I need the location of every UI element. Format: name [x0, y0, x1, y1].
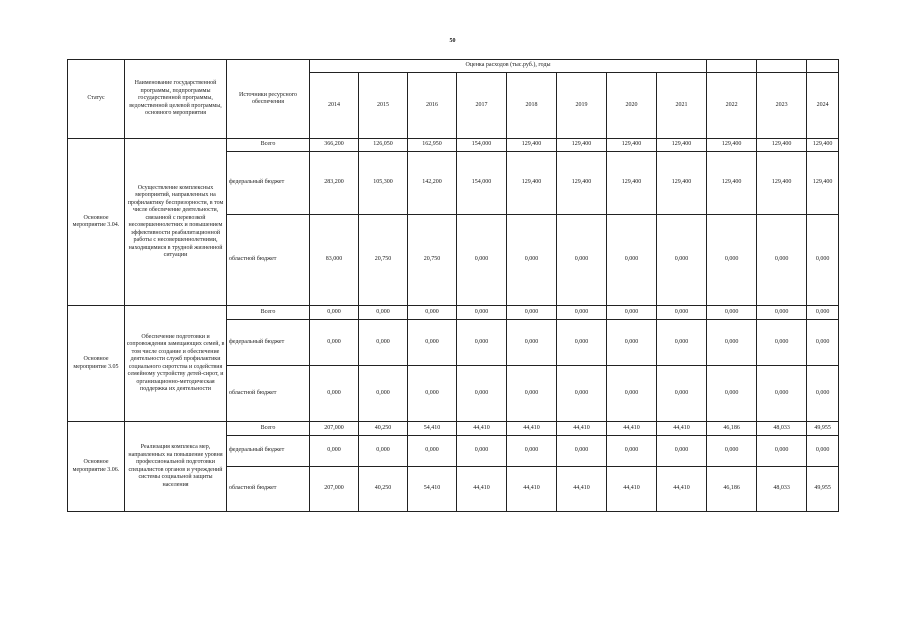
value-cell: 129,400 — [807, 139, 839, 152]
value-cell: 46,186 — [707, 467, 757, 512]
table-row — [68, 139, 839, 152]
row-name: Осуществление комплексных мероприятий, направленных на профилактику беспризорности, в том числе обеспечение деятельности, связанной с перевозкой несовершеннолетних и повышением эффективности реабилитационной работы с несовершеннолетними, находящимися в трудной жизненной ситуации — [125, 139, 227, 306]
value-cell: 129,400 — [557, 139, 607, 152]
value-cell: 0,000 — [807, 436, 839, 467]
value-cell: 20,750 — [408, 215, 457, 306]
value-cell: 0,000 — [557, 436, 607, 467]
value-cell: 44,410 — [457, 467, 507, 512]
value-cell: 0,000 — [607, 436, 657, 467]
row-name: Обеспечение подготовки и сопровождения замещающих семей, в том числе создание и обеспечение деятельности служб профилактики социального сиротства и содействия семейному устройству детей-сирот, и организационно-методическая поддержка их деятельности — [125, 306, 227, 422]
value-cell: 0,000 — [457, 320, 507, 366]
value-cell: 154,000 — [457, 139, 507, 152]
value-cell: 207,000 — [310, 422, 359, 436]
header-year-2016: 2016 — [408, 73, 457, 139]
value-cell: 0,000 — [657, 306, 707, 320]
value-cell: 44,410 — [557, 467, 607, 512]
row-source: федеральный бюджет — [227, 320, 310, 366]
value-cell: 0,000 — [707, 306, 757, 320]
value-cell: 0,000 — [408, 366, 457, 422]
value-cell: 129,400 — [607, 152, 657, 215]
value-cell: 0,000 — [359, 320, 408, 366]
value-cell: 44,410 — [557, 422, 607, 436]
value-cell: 0,000 — [757, 215, 807, 306]
value-cell: 129,400 — [507, 139, 557, 152]
value-cell: 0,000 — [557, 320, 607, 366]
header-year-2021: 2021 — [657, 73, 707, 139]
value-cell: 40,250 — [359, 467, 408, 512]
value-cell: 44,410 — [607, 467, 657, 512]
row-source: Всего — [227, 306, 310, 320]
header-empty-cell — [707, 60, 757, 73]
value-cell: 83,000 — [310, 215, 359, 306]
value-cell: 0,000 — [707, 215, 757, 306]
value-cell: 0,000 — [507, 320, 557, 366]
value-cell: 129,400 — [557, 152, 607, 215]
value-cell: 44,410 — [657, 467, 707, 512]
value-cell: 48,033 — [757, 422, 807, 436]
value-cell: 0,000 — [507, 366, 557, 422]
value-cell: 129,400 — [507, 152, 557, 215]
page-number: 50 — [449, 38, 456, 44]
value-cell: 49,955 — [807, 467, 839, 512]
value-cell: 0,000 — [807, 306, 839, 320]
row-status: Основное мероприятие 3.05 — [68, 306, 125, 422]
row-source: областной бюджет — [227, 366, 310, 422]
value-cell: 0,000 — [657, 436, 707, 467]
header-year-2024: 2024 — [807, 73, 839, 139]
header-name: Наименование государственной программы, подпрограммы государственной программы, ведомственной целевой программы, основного мероприятия — [125, 60, 227, 139]
value-cell: 0,000 — [507, 436, 557, 467]
value-cell: 0,000 — [457, 306, 507, 320]
row-source: Всего — [227, 139, 310, 152]
value-cell: 46,186 — [707, 422, 757, 436]
row-source: федеральный бюджет — [227, 436, 310, 467]
value-cell: 129,400 — [657, 139, 707, 152]
header-year-2015: 2015 — [359, 73, 408, 139]
value-cell: 129,400 — [657, 152, 707, 215]
value-cell: 0,000 — [657, 320, 707, 366]
value-cell: 0,000 — [607, 215, 657, 306]
value-cell: 0,000 — [707, 436, 757, 467]
value-cell: 0,000 — [757, 366, 807, 422]
header-empty-cell — [757, 60, 807, 73]
value-cell: 0,000 — [657, 366, 707, 422]
value-cell: 0,000 — [607, 366, 657, 422]
value-cell: 129,400 — [757, 152, 807, 215]
value-cell: 142,200 — [408, 152, 457, 215]
value-cell: 0,000 — [359, 436, 408, 467]
value-cell: 154,000 — [457, 152, 507, 215]
value-cell: 129,400 — [707, 139, 757, 152]
value-cell: 48,033 — [757, 467, 807, 512]
value-cell: 0,000 — [757, 436, 807, 467]
row-status: Основное мероприятие 3.04. — [68, 139, 125, 306]
value-cell: 0,000 — [707, 320, 757, 366]
value-cell: 0,000 — [408, 436, 457, 467]
value-cell: 0,000 — [657, 215, 707, 306]
header-year-2019: 2019 — [557, 73, 607, 139]
value-cell: 0,000 — [457, 436, 507, 467]
header-year-2022: 2022 — [707, 73, 757, 139]
value-cell: 283,200 — [310, 152, 359, 215]
header-year-2017: 2017 — [457, 73, 507, 139]
value-cell: 207,000 — [310, 467, 359, 512]
value-cell: 44,410 — [457, 422, 507, 436]
value-cell: 0,000 — [507, 215, 557, 306]
value-cell: 0,000 — [359, 366, 408, 422]
value-cell: 49,955 — [807, 422, 839, 436]
value-cell: 0,000 — [807, 366, 839, 422]
value-cell: 44,410 — [507, 422, 557, 436]
header-year-2014: 2014 — [310, 73, 359, 139]
value-cell: 0,000 — [310, 436, 359, 467]
row-source: Всего — [227, 422, 310, 436]
value-cell: 40,250 — [359, 422, 408, 436]
header-year-2020: 2020 — [607, 73, 657, 139]
value-cell: 0,000 — [757, 306, 807, 320]
table-row — [68, 422, 839, 436]
value-cell: 129,400 — [757, 139, 807, 152]
row-name: Реализация комплекса мер, направленных на повышение уровня профессиональной подготовки специалистов органов и учреждений системы социальной защиты населения — [125, 422, 227, 512]
row-source: областной бюджет — [227, 467, 310, 512]
row-status: Основное мероприятие 3.06. — [68, 422, 125, 512]
value-cell: 0,000 — [707, 366, 757, 422]
row-source: областной бюджет — [227, 215, 310, 306]
value-cell: 129,400 — [707, 152, 757, 215]
value-cell: 366,200 — [310, 139, 359, 152]
value-cell: 44,410 — [657, 422, 707, 436]
resource-table — [67, 59, 839, 512]
header-status: Статус — [68, 60, 125, 139]
value-cell: 0,000 — [507, 306, 557, 320]
value-cell: 0,000 — [607, 320, 657, 366]
value-cell: 0,000 — [310, 306, 359, 320]
value-cell: 0,000 — [457, 366, 507, 422]
value-cell: 0,000 — [557, 215, 607, 306]
value-cell: 20,750 — [359, 215, 408, 306]
value-cell: 0,000 — [408, 306, 457, 320]
value-cell: 0,000 — [310, 366, 359, 422]
value-cell: 0,000 — [310, 320, 359, 366]
value-cell: 105,300 — [359, 152, 408, 215]
value-cell: 0,000 — [757, 320, 807, 366]
header-estimate: Оценка расходов (тыс.руб.), годы — [310, 60, 707, 73]
value-cell: 0,000 — [807, 320, 839, 366]
value-cell: 0,000 — [557, 306, 607, 320]
value-cell: 0,000 — [359, 306, 408, 320]
header-year-2023: 2023 — [757, 73, 807, 139]
value-cell: 0,000 — [457, 215, 507, 306]
value-cell: 126,050 — [359, 139, 408, 152]
header-source: Источники ресурсного обеспечения — [227, 60, 310, 139]
value-cell: 0,000 — [408, 320, 457, 366]
value-cell: 0,000 — [607, 306, 657, 320]
value-cell: 0,000 — [557, 366, 607, 422]
table-row — [68, 306, 839, 320]
value-cell: 129,400 — [607, 139, 657, 152]
row-source: федеральный бюджет — [227, 152, 310, 215]
value-cell: 162,950 — [408, 139, 457, 152]
header-empty-cell — [807, 60, 839, 73]
header-year-2018: 2018 — [507, 73, 557, 139]
value-cell: 44,410 — [507, 467, 557, 512]
value-cell: 0,000 — [807, 215, 839, 306]
value-cell: 54,410 — [408, 422, 457, 436]
value-cell: 129,400 — [807, 152, 839, 215]
value-cell: 54,410 — [408, 467, 457, 512]
value-cell: 44,410 — [607, 422, 657, 436]
